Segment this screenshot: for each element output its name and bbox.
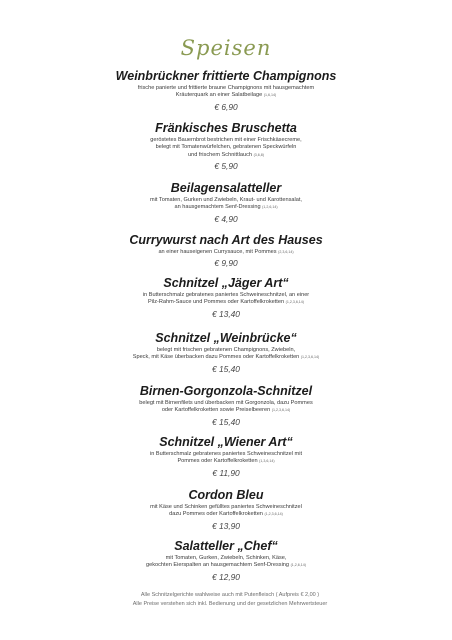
dish-price: € 15,40 xyxy=(212,363,240,374)
menu-item xyxy=(60,539,392,582)
menu-item xyxy=(60,69,392,112)
dish-price: € 15,40 xyxy=(212,416,240,427)
allergen-codes: (1,6,14) xyxy=(263,93,277,98)
menu-item xyxy=(60,384,392,427)
allergen-codes: (1,2,6,14) xyxy=(290,563,306,568)
dish-title: Salatteller „Chef“ xyxy=(174,539,278,553)
dish-title: Beilagensalatteller xyxy=(170,181,282,195)
dish-title: Weinbrückner frittierte Champignons xyxy=(115,69,337,83)
dish-description: mit Tomaten, Gurken, Zwiebeln, Schinken, Käse, gekochten Eierspalten an hausgemachtem Senf-Dressing (1,2,6,14) xyxy=(146,555,306,569)
menu-item xyxy=(60,488,392,531)
dish-title: Schnitzel „Wiener Art“ xyxy=(159,435,293,449)
dish-description: geröstetes Bauernbrot bestrichen mit einer Frischkäsecreme, belegt mit Tomatenwürfelchen, gebratenen Speckwürfeln und frischem Schnittlauch (3,6,8) xyxy=(150,137,302,158)
dish-description: in Butterschmalz gebratenes paniertes Schweineschnitzel, an einer Pilz-Rahm-Sauce und Pommes oder Kartoffelkroketten (1,2,3,6,14) xyxy=(142,292,310,306)
dish-price: € 11,90 xyxy=(212,467,240,478)
menu-item xyxy=(60,435,392,478)
dish-title: Schnitzel „Jäger Art“ xyxy=(163,276,289,290)
allergen-codes: (1,2,3,6,14) xyxy=(285,300,305,305)
allergen-codes: (1,2,3,6,14) xyxy=(264,512,283,517)
dish-price: € 9,90 xyxy=(214,258,238,269)
dish-description: in Butterschmalz gebratenes paniertes Schweineschnitzel mit Pommes oder Kartoffelkroketten (1,3,6,14) xyxy=(149,451,303,465)
footnote-turkey-option: Alle Schnitzelgerichte wahlweise auch mit Putenfleisch ( Aufpreis € 2,00 ) xyxy=(140,592,320,598)
dish-description: belegt mit Birnenfilets und überbacken mit Gorgonzola, dazu Pommes oder Kartoffelkroketten sowie Preiselbeeren (1,2,3,6,14) xyxy=(139,400,313,414)
menu-item xyxy=(60,181,392,224)
dish-title: Schnitzel „Weinbrücke“ xyxy=(155,331,297,345)
dish-title: Currywurst nach Art des Hauses xyxy=(129,233,323,247)
allergen-codes: (2,3,6,14) xyxy=(278,250,294,254)
dish-description: frische panierte und frittierte braune Champignons mit hausgemachtem Kräuterquark an einer Salatbeilage (1,6,14) xyxy=(137,85,315,99)
dish-price: € 6,90 xyxy=(214,101,238,112)
menu-item xyxy=(60,121,392,171)
allergen-codes: (1,2,3,6,14) xyxy=(300,355,320,360)
dish-price: € 5,90 xyxy=(214,161,238,172)
dish-price: € 13,40 xyxy=(212,308,240,319)
dish-title: Fränkisches Bruschetta xyxy=(155,121,297,135)
allergen-codes: (1,2,6,14) xyxy=(262,205,278,210)
dish-description: mit Käse und Schinken gefülltes paniertes Schweineschnitzel dazu Pommes oder Kartoffelkroketten (1,2,3,6,14) xyxy=(150,504,302,518)
allergen-codes: (1,3,6,14) xyxy=(259,459,275,464)
dish-price: € 12,90 xyxy=(212,571,240,582)
dish-title: Cordon Bleu xyxy=(188,488,264,502)
dish-description: an einer hauseigenen Currysauce, mit Pommes (2,3,6,14) xyxy=(158,249,294,255)
footnote-prices: Alle Preise verstehen sich inkl. Bedienung und der gesetzlichen Mehrwertsteuer xyxy=(132,601,328,607)
allergen-codes: (1,2,3,6,14) xyxy=(271,408,291,413)
allergen-codes: (3,6,8) xyxy=(253,152,264,157)
dish-price: € 13,90 xyxy=(212,520,240,531)
menu-item xyxy=(60,233,392,268)
menu-item xyxy=(60,331,392,374)
dish-title: Birnen-Gorgonzola-Schnitzel xyxy=(139,384,313,398)
menu-heading: Speisen xyxy=(180,36,272,60)
dish-description: belegt mit frischen gebratenen Champignons, Zwiebeln, Speck, mit Käse überbacken dazu Pommes oder Kartoffelkroketten (1,2,3,6,14) xyxy=(132,347,320,361)
dish-description: mit Tomaten, Gurken und Zwiebeln, Kraut- und Karottensalat, an hausgemachtem Senf-Dressing (1,2,6,14) xyxy=(150,197,302,211)
menu-item xyxy=(60,276,392,319)
dish-price: € 4,90 xyxy=(214,213,238,224)
